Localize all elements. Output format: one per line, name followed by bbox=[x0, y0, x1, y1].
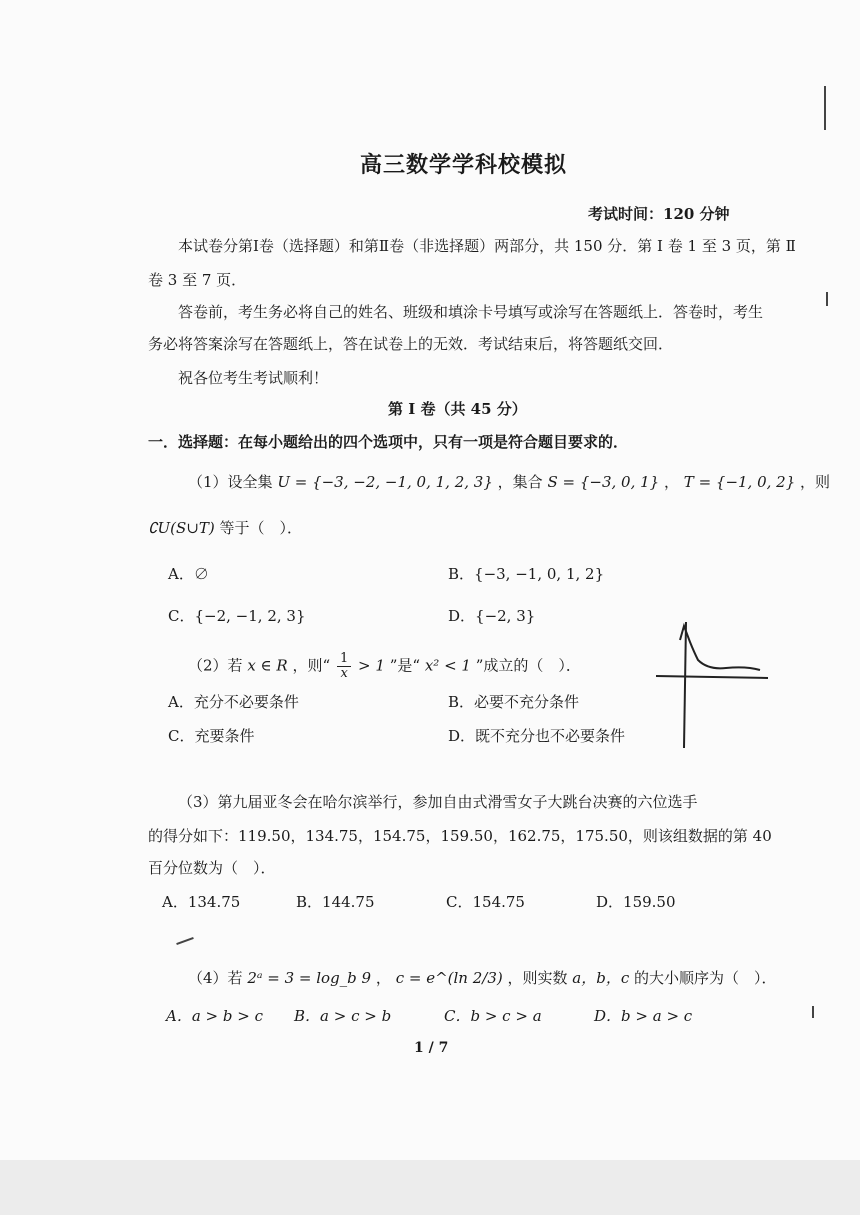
handwritten-graph-sketch bbox=[650, 612, 780, 752]
q4-option-b: B．a > c > b bbox=[294, 1007, 392, 1025]
q4-option-c: C．b > c > a bbox=[444, 1007, 542, 1025]
scan-artifact-mark bbox=[826, 292, 828, 306]
scan-artifact-mark bbox=[812, 1006, 814, 1018]
complement-expr: ∁U(S∪T) bbox=[148, 519, 215, 537]
question-4-stem: （4）若 2ᵃ = 3 = log_b 9 ， c = e^(ln 2/3) ，则实数 a，b，c 的大小顺序为（ ）． bbox=[188, 969, 777, 987]
q3-option-d: D．159.50 bbox=[596, 893, 676, 911]
sketch-x-axis bbox=[656, 676, 768, 678]
q2-option-b: B．必要不充分条件 bbox=[448, 693, 580, 711]
intro-line: 答卷前，考生务必将自己的姓名、班级和填涂卡号填写或涂写在答题纸上．答卷时，考生 bbox=[178, 303, 764, 321]
sketch-curve bbox=[680, 626, 760, 670]
q2-option-a: A．充分不必要条件 bbox=[168, 693, 299, 711]
question-2-stem: （2）若 x ∈ R ，则“ $\frac{1}{x}$ > 1 ”是“ x² < 1 ”成立的（ ）． bbox=[188, 651, 581, 681]
intro-line: 祝各位考生考试顺利！ bbox=[178, 369, 329, 387]
q1-option-c: C．{−2, −1, 2, 3} bbox=[168, 607, 306, 625]
q3-option-b: B．144.75 bbox=[296, 893, 375, 911]
exam-time: 考试时间：120 分钟 bbox=[588, 205, 730, 223]
sketch-y-axis bbox=[684, 622, 686, 748]
q2-option-d: D．既不充分也不必要条件 bbox=[448, 727, 626, 745]
intro-line: 卷 3 至 7 页． bbox=[148, 271, 247, 289]
intro-line: 务必将答案涂写在答题纸上，答在试卷上的无效．考试结束后，将答题纸交回． bbox=[148, 335, 674, 353]
q1-option-a: A．∅ bbox=[168, 565, 209, 583]
intro-line: 本试卷分第Ⅰ卷（选择题）和第Ⅱ卷（非选择题）两部分，共 150 分．第 Ⅰ 卷 1 至 3 页，第 Ⅱ bbox=[178, 237, 796, 255]
q2-option-c: C．充要条件 bbox=[168, 727, 255, 745]
q4-option-a: A．a > b > c bbox=[166, 1007, 263, 1025]
question-3-line: 的得分如下：119.50，134.75，154.75，159.50，162.75，175.50，则该组数据的第 40 bbox=[148, 827, 772, 845]
q3-option-a: A．134.75 bbox=[162, 893, 241, 911]
q1-option-b: B．{−3, −1, 0, 1, 2} bbox=[448, 565, 605, 583]
q4-option-d: D．b > a > c bbox=[594, 1007, 693, 1025]
set-s: S = {−3, 0, 1} bbox=[547, 473, 660, 491]
question-3-line: （3）第九届亚冬会在哈尔滨举行，参加自由式滑雪女子大跳台决赛的六位选手 bbox=[178, 793, 698, 811]
set-t: T = {−1, 0, 2} bbox=[683, 473, 796, 491]
q1-option-d: D．{−2, 3} bbox=[448, 607, 536, 625]
question-1-stem-cont: ∁U(S∪T) 等于（ ）． bbox=[148, 519, 303, 537]
page-number: 1 / 7 bbox=[414, 1040, 449, 1056]
q3-option-c: C．154.75 bbox=[446, 893, 525, 911]
fraction-one-over-x: $\frac{1}{x}$ bbox=[337, 652, 351, 681]
scan-artifact-mark bbox=[824, 86, 826, 130]
question-3-line: 百分位数为（ ）． bbox=[148, 859, 276, 877]
scan-artifact-mark bbox=[176, 937, 194, 945]
section-title: 第 Ⅰ 卷（共 45 分） bbox=[388, 400, 527, 418]
question-1-stem: （1）设全集 U = {−3, −2, −1, 0, 1, 2, 3} ，集合 S = {−3, 0, 1} ， T = {−1, 0, 2} ，则 bbox=[188, 473, 831, 491]
part-heading: 一．选择题：在每小题给出的四个选项中，只有一项是符合题目要求的． bbox=[148, 433, 629, 451]
set-u: U = {−3, −2, −1, 0, 1, 2, 3} bbox=[277, 473, 493, 491]
page-title: 高三数学学科校模拟 bbox=[360, 152, 568, 178]
